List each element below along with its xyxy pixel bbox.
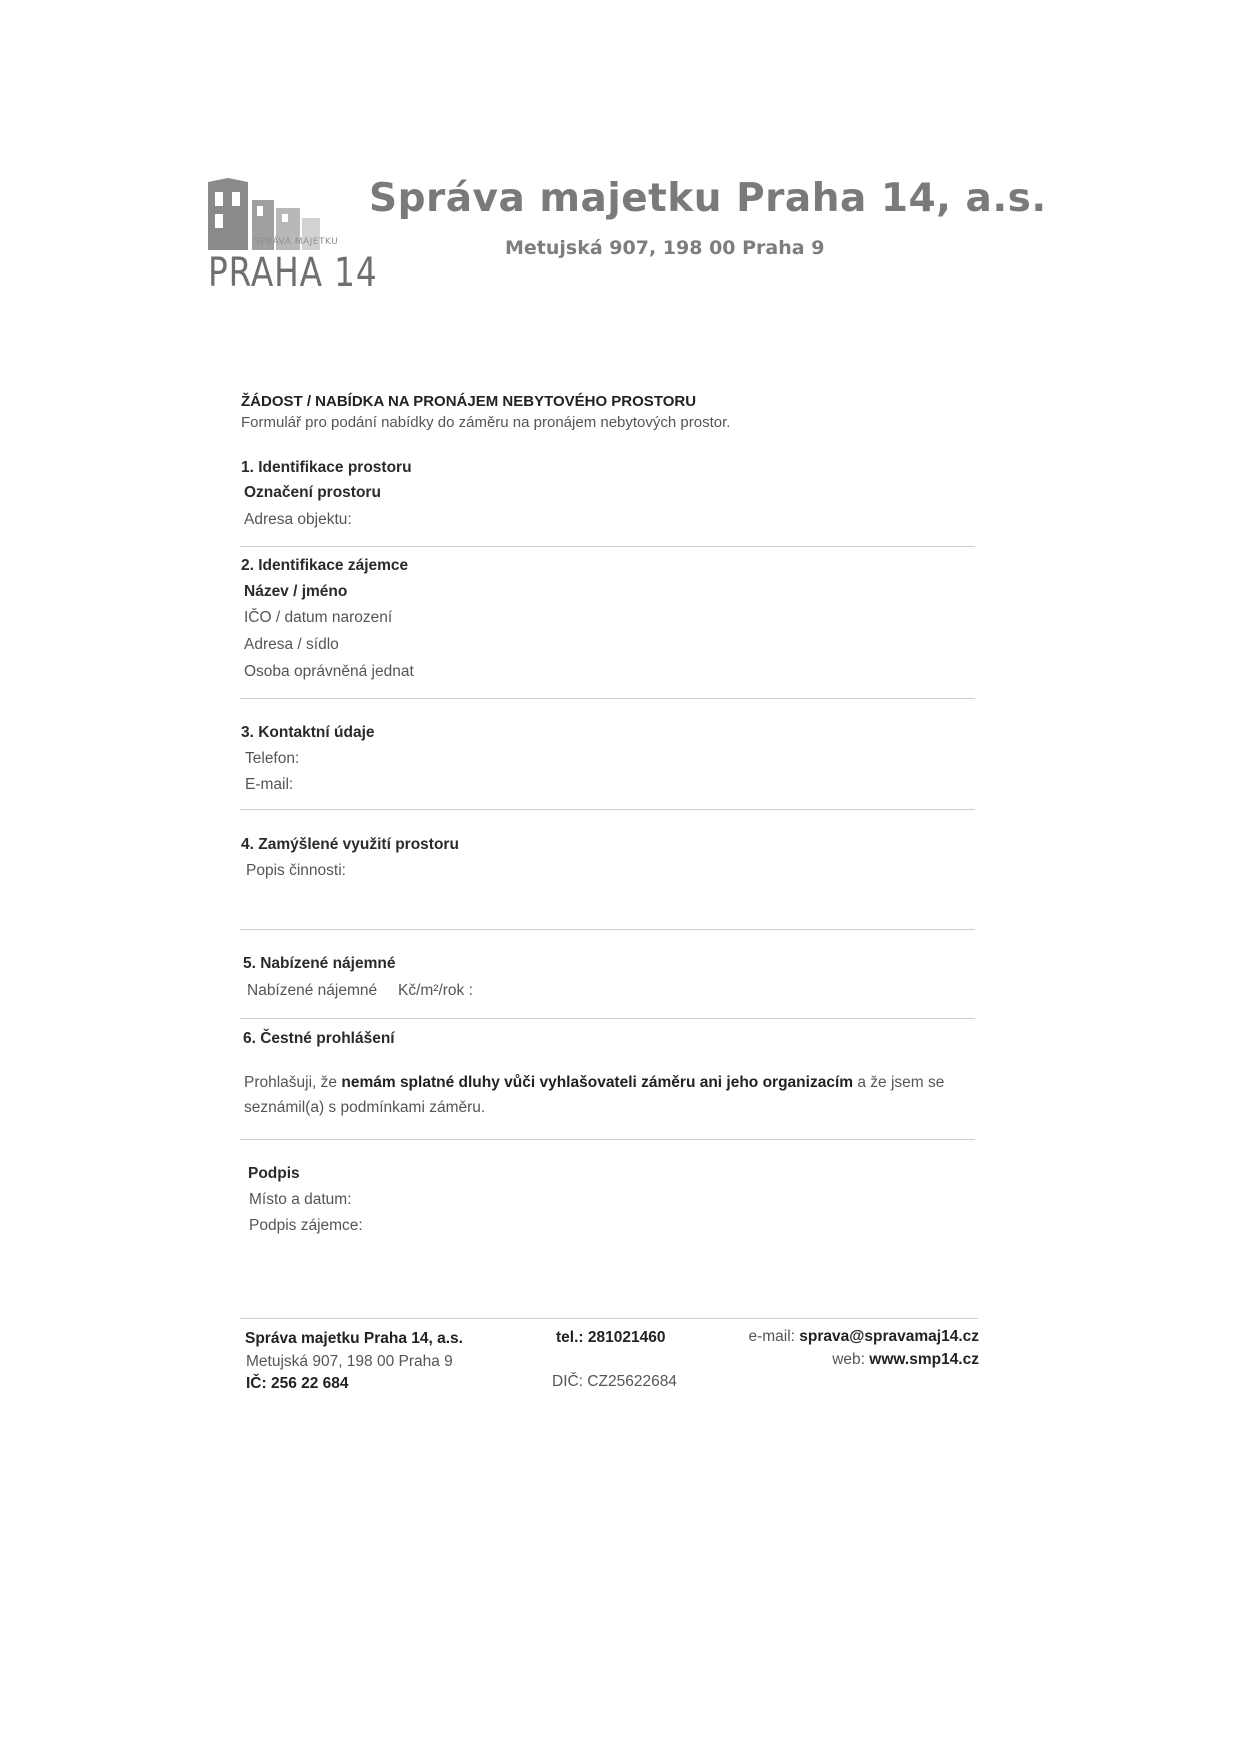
section1-heading: 1. Identifikace prostoru bbox=[241, 459, 412, 476]
section3-heading: 3. Kontaktní údaje bbox=[241, 724, 375, 741]
declaration-part1: Prohlašuji, že bbox=[244, 1074, 342, 1091]
footer-address: Metujská 907, 198 00 Praha 9 bbox=[246, 1353, 453, 1370]
email-field: E-mail: bbox=[245, 776, 294, 793]
declaration-text bbox=[244, 1070, 954, 1120]
section6-heading: 6. Čestné prohlášení bbox=[243, 1030, 395, 1047]
ico-field: IČO / datum narození bbox=[244, 609, 393, 626]
footer-web bbox=[832, 1351, 979, 1369]
divider bbox=[240, 546, 975, 547]
rent-field: Nabízené nájemné bbox=[247, 982, 378, 999]
company-name: Správa majetku Praha 14, a.s. bbox=[369, 176, 1047, 221]
divider bbox=[240, 698, 975, 699]
footer-dic: DIČ: CZ25622684 bbox=[552, 1373, 677, 1390]
footer-ic: IČ: 256 22 684 bbox=[246, 1375, 349, 1392]
divider bbox=[240, 929, 975, 930]
signature-field: Podpis zájemce: bbox=[249, 1217, 363, 1234]
footer-email bbox=[748, 1328, 979, 1346]
footer-company: Správa majetku Praha 14, a.s. bbox=[245, 1330, 463, 1347]
form-subtitle: Formulář pro podání nabídky do záměru na pronájem nebytových prostor. bbox=[241, 414, 731, 431]
activity-field: Popis činnosti: bbox=[246, 862, 346, 879]
company-address: Metujská 907, 198 00 Praha 9 bbox=[505, 237, 825, 259]
section4-heading: 4. Zamýšlené využití prostoru bbox=[241, 836, 459, 853]
logo-big-text: PRAHA 14 bbox=[208, 250, 378, 296]
footer-web-label: web: bbox=[832, 1351, 870, 1368]
divider bbox=[240, 1139, 975, 1140]
phone-field: Telefon: bbox=[245, 750, 300, 767]
section2-heading: 2. Identifikace zájemce bbox=[241, 557, 409, 574]
section1-label: Označení prostoru bbox=[244, 484, 381, 501]
declaration-bold: nemám splatné dluhy vůči vyhlašovateli záměru ani jeho organizacím bbox=[341, 1074, 854, 1091]
applicant-address-field: Adresa / sídlo bbox=[244, 636, 339, 653]
divider bbox=[240, 809, 975, 810]
authorized-person-field: Osoba oprávněná jednat bbox=[244, 663, 414, 680]
section5-heading: 5. Nabízené nájemné bbox=[243, 955, 396, 972]
declaration-part2: a že jsem se seznámil(a) s podmínkami záměru. bbox=[244, 1074, 945, 1116]
footer-email-label: e-mail: bbox=[748, 1328, 800, 1345]
logo-small-text: SPRÁVA MAJETKU bbox=[254, 237, 339, 247]
name-label: Název / jméno bbox=[244, 583, 348, 600]
building-address-field: Adresa objektu: bbox=[244, 511, 352, 528]
footer-tel: tel.: 281021460 bbox=[556, 1329, 666, 1346]
signature-heading: Podpis bbox=[248, 1165, 300, 1182]
divider bbox=[240, 1018, 975, 1019]
place-date-field: Místo a datum: bbox=[249, 1191, 352, 1208]
footer-divider bbox=[240, 1318, 978, 1319]
footer-web-link[interactable]: www.smp14.cz bbox=[869, 1351, 979, 1368]
footer-email-link[interactable]: sprava@spravamaj14.cz bbox=[799, 1328, 979, 1345]
form-title: ŽÁDOST / NABÍDKA NA PRONÁJEM NEBYTOVÉHO PROSTORU bbox=[241, 393, 697, 410]
rent-unit: Kč/m²/rok : bbox=[398, 982, 473, 999]
